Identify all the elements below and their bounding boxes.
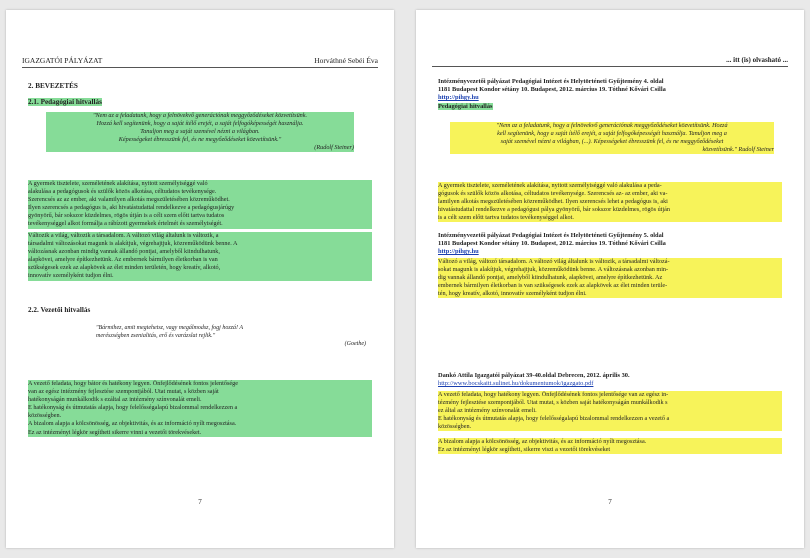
steiner-quote-source: "Nem az a feladatunk, hogy a felnövekvő generációnak meggyőződéseket közvetítsünk. Hozzá kell segítenünk, hogy a saját ítélő erejét, a saját felfogóképességét használja. Tanuljon meg a saját szemével nézni a világban, (...). Képességeket ébresszünk fel, és ne meggyőződéseket közvetítsünk." Rudolf Steiner	[450, 122, 774, 154]
source-paragraph-trust: A bizalom alapja a kölcsönösség, az objektivitás, és az információ nyílt megosztása. Ez az intézményi légkör segítheti, sikerre viszi a vezetői törekvéseket	[438, 438, 782, 454]
page-number: 7	[198, 498, 202, 506]
page-number: 7	[608, 498, 612, 506]
steiner-quote: "Nem az a feladatunk, hogy a felnövekvő generációnak meggyőződéseket közvetítsünk. Hozzá kell segítenünk, hogy a saját ítélő erejét, a saját felfogóképességét használja. Tanuljon meg a saját szemével nézni a világban. Képességeket ébresszünk fel, és ne megyőződéseket közvetítsünk." (Rudolf Steiner)	[46, 112, 354, 152]
source-paragraph-child-respect: A gyermek tisztelete, személetének alakítása, nyitott személyiséggé való alakulása a peda- gógusok és szülők közös alkotása, céltudatos tevékenysége. Szerencsés az- az ember, aki va- lamilyen alkotás megszületésében közreműködhet. Ilyen szerencsés lehet a pedagógus is, aki hivatástudattal rendelkezve a pedagógusi pálya gyönyörű, bár sokszor küzdelmes, rögös útján is a célt szem előtt tartva tudatos tevékenységgel alkot.	[438, 182, 782, 222]
header-title: IGAZGATÓI PÁLYÁZAT	[22, 56, 103, 65]
paragraph-changing-world: Változik a világ, változik a társadalom. A változó világ általunk is változik, a társadalmi változásokat magunk is alakítjuk, végrehajtjuk, közreműködünk benne. A változásnak azonban mindig vannak állandó pontjai, amelyből kiindulhatunk, alapkövei, amelyre építkezhetünk. Az embernek bármilyen életkorban is van szükségesek ezek az alapkövek az élet minden területén, hogy kreatív, alkotó, innovatív személyként tudjon élni.	[28, 232, 372, 281]
paragraph-child-respect: A gyermek tisztelete, személetének alakítása, nyitott személyiséggé való alakulása a pedagógusok és szülők közös alkotása, céltudatos tevékenysége. Szerencsés az az ember, aki valamilyen alkotás megszületésében közreműködhet. Ilyen szerencsés a pedagógus is, aki hivatástudattal rendelkezve a pedagógusjárúgy gyönyörű, bár sokszor küzdelmes, rögös útján is a célt szem előtt tartva tudatos tevékenységgel alkot formálja a rábízott gyermekek értelmét és személyiségét.	[28, 180, 372, 229]
header-author: Horváthné Sebéi Éva	[314, 56, 378, 65]
goethe-quote: "Bármihez, amit megtehetsz, vagy megálmodsz, fogj hozzá! A merészségben zsenialitás, erő és varázslat rejlik." (Goethe)	[96, 325, 366, 347]
right-document-page	[416, 10, 804, 548]
section-title: 2. BEVEZETÉS	[28, 82, 78, 90]
source-citation-1: Intézményvezetői pályázat Pedagógiai Intézet és Helytörténeti Gyűjtemény 4. oldal 1181 Budapest Kondor sétány 10. Budapest, 2012. március 19. Tóthné Kővári Csilla http://pihgy.hu Pedagógiai hitvallás	[438, 78, 782, 111]
source-link-3[interactable]: http://www.bocskaitt.sulinet.hu/dokumentumok/igazgato.pdf	[438, 380, 594, 388]
source-heading: Pedagógiai hitvallás	[438, 102, 493, 110]
source-citation-2: Intézményvezetői pályázat Pedagógiai Intézet és Helytörténeti Gyűjtemény 5. oldal 1181 Budapest Kondor sétány 10. Budapest, 2012. március 19. Tóthné Kővári Csilla http://pihgy.hu	[438, 232, 782, 257]
source-link-2[interactable]: http://pihgy.hu	[438, 248, 479, 256]
source-citation-3: Dankó Attila Igazgatói pályázat 39-40.oldal Debrecen, 2012. április 30. http://www.bocskaitt.sulinet.hu/dokumentumok/igazgato.pdf	[438, 372, 782, 388]
left-page-header	[22, 56, 378, 68]
source-paragraph-changing-world: Változó a világ, változó társadalom. A változó világ általunk is változik, a társadalmi változá- sokat magunk is alakítjuk, végrehajtjuk, közreműködünk benne. A változásnak azonban min- dig vannak állandó pontjai, amelyből kiindulhatunk, alapkövei, amelyre építkezhetünk. Az embernek bármilyen életkorban is van szükségesek ezek az alapkövek az élet minden terüle- tén, hogy kreatív, alkotó, innovatív személyként tudjon élni.	[438, 258, 782, 298]
subsection-title-leadership: 2.2. Vezetői hitvallás	[28, 306, 91, 314]
right-page-header: ... itt (is) olvasható ...	[432, 56, 788, 67]
source-paragraph-leader-task: A vezető feladata, hogy hatékony legyen. Önfejlődésének fontos jelentősége van az egész in- tézmény fejlesztése szempontjából. Utat mutat, s közben saját hatékonyságán munkálkodik s ez által az intézmény színvonalát emeli. E hatékonyság és útmutatás alapja, hogy felelősségalapú bizalommal rendelkezzen a vezető a közösségben.	[438, 391, 782, 431]
paragraph-leader-task: A vezető feladata, hogy bátor és hatékony legyen. Önfejlődésének fontos jelentősége van az egész intézmény fejlesztése szempontjából. Utat mutat, s közben saját hatékonyságán munkálkodik s ezáltal az intézmény színvonalát emeli. E hatékonyság és útmutatás alapja, hogy felelősségalapú bizalommal rendelkezzen a közösségben. A bizalom alapja a kölcsönösség, az objektivitás, és az információ nyílt megosztása. Ez az intézményi légkör segítheti sikerre vinni a vezetői törekvéseket.	[28, 380, 372, 437]
subsection-title-pedagogical: 2.1. Pedagógiai hitvallás	[28, 98, 102, 106]
left-document-page	[6, 10, 394, 548]
source-link-1[interactable]: http://pihgy.hu	[438, 94, 479, 102]
